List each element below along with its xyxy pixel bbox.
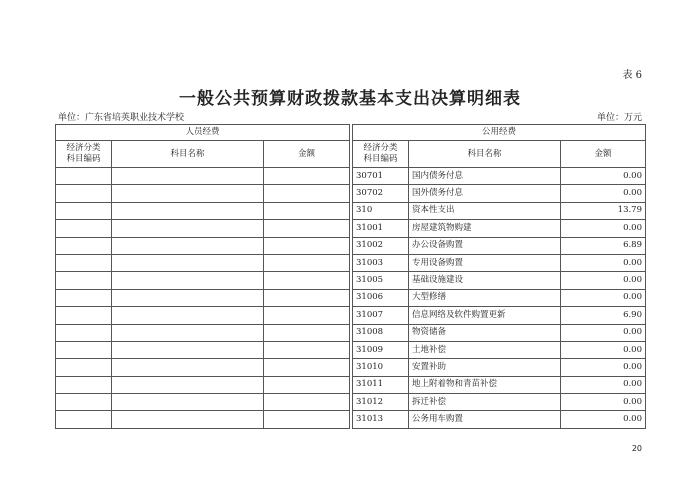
public-econ-code-header (353, 141, 409, 168)
public-amount-cell: 0.00 (561, 394, 646, 411)
personnel-name-cell (112, 394, 264, 411)
personnel-amount-cell (264, 289, 350, 306)
public-name-cell: 国内债务付息 (409, 168, 561, 185)
public-code-cell: 31009 (353, 341, 409, 358)
personnel-amount-cell (264, 220, 350, 237)
econ-header-line2: 科目编码 (363, 154, 398, 164)
public-name-cell: 基础设施建设 (409, 272, 561, 289)
personnel-name-cell (112, 272, 264, 289)
personnel-amount-cell (264, 254, 350, 271)
personnel-code-cell (56, 341, 112, 358)
public-code-cell: 31013 (353, 411, 409, 428)
personnel-code-cell (56, 289, 112, 306)
public-name-header: 科目名称 (409, 141, 561, 168)
public-name-cell: 办公设备购置 (409, 237, 561, 254)
personnel-code-cell (56, 272, 112, 289)
personnel-amount-cell (264, 341, 350, 358)
table-row (56, 168, 646, 185)
personnel-name-cell (112, 411, 264, 428)
personnel-name-cell (112, 359, 264, 376)
public-name-cell: 专用设备购置 (409, 254, 561, 271)
table-row (56, 254, 646, 271)
personnel-code-cell (56, 394, 112, 411)
personnel-code-cell (56, 411, 112, 428)
personnel-amount-cell (264, 394, 350, 411)
public-name-cell: 国外债务付息 (409, 185, 561, 202)
econ-header-line2: 科目编码 (66, 154, 101, 164)
public-code-cell: 30701 (353, 168, 409, 185)
public-code-cell: 31002 (353, 237, 409, 254)
personnel-amount-cell (264, 185, 350, 202)
public-amount-cell: 0.00 (561, 220, 646, 237)
column-header-row (56, 141, 646, 168)
public-amount-cell: 0.00 (561, 254, 646, 271)
public-code-cell: 31008 (353, 324, 409, 341)
personnel-name-cell (112, 341, 264, 358)
table-row (56, 324, 646, 341)
public-amount-cell: 13.79 (561, 202, 646, 219)
table-row (56, 359, 646, 376)
personnel-code-cell (56, 254, 112, 271)
personnel-name-cell (112, 185, 264, 202)
public-name-cell: 大型修缮 (409, 289, 561, 306)
personnel-name-cell (112, 237, 264, 254)
public-amount-cell: 6.90 (561, 307, 646, 324)
econ-header-line1: 经济分类 (66, 143, 101, 153)
personnel-amount-cell (264, 359, 350, 376)
table-row (56, 220, 646, 237)
table-row (56, 202, 646, 219)
public-amount-cell: 0.00 (561, 324, 646, 341)
public-name-cell: 资本性支出 (409, 202, 561, 219)
personnel-name-header: 科目名称 (112, 141, 264, 168)
personnel-code-cell (56, 324, 112, 341)
personnel-amount-cell (264, 307, 350, 324)
personnel-amount-cell (264, 411, 350, 428)
public-amount-cell: 6.89 (561, 237, 646, 254)
personnel-amount-cell (264, 376, 350, 393)
public-amount-cell: 0.00 (561, 168, 646, 185)
public-code-cell: 31007 (353, 307, 409, 324)
public-amount-header: 金额 (561, 141, 646, 168)
personnel-code-cell (56, 185, 112, 202)
public-code-cell: 31005 (353, 272, 409, 289)
table-row (56, 289, 646, 306)
personnel-code-cell (56, 168, 112, 185)
currency-unit: 单位：万元 (596, 113, 642, 123)
public-amount-cell: 0.00 (561, 185, 646, 202)
page-number: 20 (631, 444, 642, 453)
table-row (56, 185, 646, 202)
personnel-amount-cell (264, 237, 350, 254)
table-row (56, 394, 646, 411)
public-expense-header: 公用经费 (353, 125, 646, 141)
personnel-amount-cell (264, 324, 350, 341)
public-amount-cell: 0.00 (561, 272, 646, 289)
public-name-cell: 房屋建筑物购建 (409, 220, 561, 237)
personnel-econ-code-header (56, 141, 112, 168)
personnel-name-cell (112, 168, 264, 185)
table-row (56, 341, 646, 358)
public-name-cell: 土地补偿 (409, 341, 561, 358)
table-row (56, 272, 646, 289)
personnel-name-cell (112, 289, 264, 306)
public-name-cell: 安置补助 (409, 359, 561, 376)
public-name-cell: 信息网络及软件购置更新 (409, 307, 561, 324)
personnel-code-cell (56, 376, 112, 393)
personnel-name-cell (112, 324, 264, 341)
public-amount-cell: 0.00 (561, 359, 646, 376)
table-row (56, 411, 646, 428)
public-code-cell: 30702 (353, 185, 409, 202)
public-code-cell: 31012 (353, 394, 409, 411)
reporting-unit: 单位：广东省培英职业技术学校 (58, 113, 185, 123)
page-title: 一般公共预算财政拨款基本支出决算明细表 (179, 89, 521, 109)
public-amount-cell: 0.00 (561, 341, 646, 358)
personnel-expense-header: 人员经费 (56, 125, 350, 141)
personnel-name-cell (112, 307, 264, 324)
table-number: 表 6 (622, 70, 642, 81)
public-amount-cell: 0.00 (561, 289, 646, 306)
public-amount-cell: 0.00 (561, 411, 646, 428)
personnel-code-cell (56, 237, 112, 254)
personnel-amount-cell (264, 168, 350, 185)
public-code-cell: 31006 (353, 289, 409, 306)
expenditure-table (55, 124, 646, 429)
public-code-cell: 31003 (353, 254, 409, 271)
public-name-cell: 物资储备 (409, 324, 561, 341)
group-header-row (56, 125, 646, 141)
table-row (56, 376, 646, 393)
personnel-code-cell (56, 359, 112, 376)
personnel-code-cell (56, 307, 112, 324)
personnel-code-cell (56, 202, 112, 219)
personnel-code-cell (56, 220, 112, 237)
public-amount-cell: 0.00 (561, 376, 646, 393)
personnel-amount-cell (264, 202, 350, 219)
table-row (56, 307, 646, 324)
public-code-cell: 31011 (353, 376, 409, 393)
public-code-cell: 31001 (353, 220, 409, 237)
public-name-cell: 地上附着物和青苗补偿 (409, 376, 561, 393)
public-code-cell: 310 (353, 202, 409, 219)
public-code-cell: 31010 (353, 359, 409, 376)
table-row (56, 237, 646, 254)
public-name-cell: 公务用车购置 (409, 411, 561, 428)
personnel-amount-cell (264, 272, 350, 289)
personnel-name-cell (112, 254, 264, 271)
econ-header-line1: 经济分类 (363, 143, 398, 153)
personnel-amount-header: 金额 (264, 141, 350, 168)
personnel-name-cell (112, 376, 264, 393)
personnel-name-cell (112, 220, 264, 237)
public-name-cell: 拆迁补偿 (409, 394, 561, 411)
personnel-name-cell (112, 202, 264, 219)
